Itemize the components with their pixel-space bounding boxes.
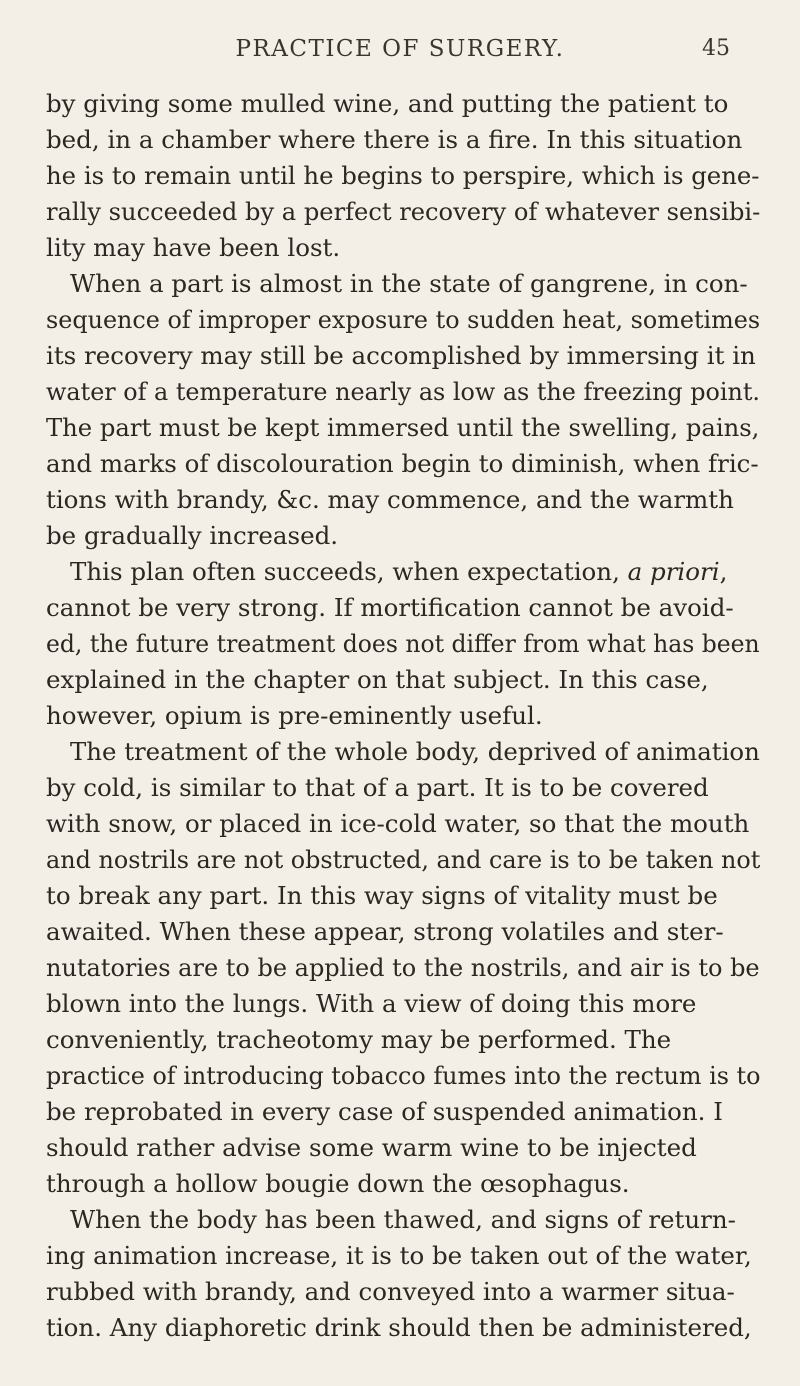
- text-span: This plan often succeeds, when expectation,: [70, 557, 628, 586]
- text-line: The part must be kept immersed until the swelling, pains,: [46, 413, 760, 442]
- text-line: lity may have been lost.: [46, 233, 341, 262]
- paragraph-start-line: When the body has been thawed, and signs of return-: [70, 1205, 736, 1234]
- text-line: rally succeeded by a perfect recovery of whatever sensibi-: [46, 197, 761, 226]
- text-line: through a hollow bougie down the œsophagus.: [46, 1169, 630, 1198]
- text-line: blown into the lungs. With a view of doing this more: [46, 989, 697, 1018]
- text-line: conveniently, tracheotomy may be performed. The: [46, 1025, 672, 1054]
- text-line: rubbed with brandy, and conveyed into a warmer situa-: [46, 1277, 735, 1306]
- text-line: explained in the chapter on that subject. In this case,: [46, 665, 709, 694]
- text-span: ,: [719, 557, 728, 586]
- running-head: PRACTICE OF SURGERY.: [235, 36, 565, 62]
- text-line: ing animation increase, it is to be taken out of the water,: [46, 1241, 752, 1270]
- text-line: should rather advise some warm wine to be injected: [46, 1133, 697, 1162]
- text-line: water of a temperature nearly as low as the freezing point.: [46, 377, 761, 406]
- text-line: nutatories are to be applied to the nostrils, and air is to be: [46, 953, 760, 982]
- text-line: and nostrils are not obstructed, and care is to be taken not: [46, 845, 761, 874]
- text-line: and marks of discolouration begin to diminish, when fric-: [46, 449, 759, 478]
- text-line: to break any part. In this way signs of vitality must be: [46, 881, 718, 910]
- text-line: sequence of improper exposure to sudden heat, sometimes: [46, 305, 761, 334]
- text-line: be gradually increased.: [46, 521, 339, 550]
- text-line: tion. Any diaphoretic drink should then be administered,: [46, 1313, 752, 1342]
- paragraph-start-line: When a part is almost in the state of gangrene, in con-: [70, 269, 748, 298]
- text-line: with snow, or placed in ice-cold water, so that the mouth: [46, 809, 750, 838]
- page-number: 45: [702, 36, 730, 61]
- text-line: however, opium is pre-eminently useful.: [46, 701, 543, 730]
- paragraph-start-line: The treatment of the whole body, deprived of animation: [70, 737, 760, 766]
- text-line: bed, in a chamber where there is a fire. In this situation: [46, 125, 743, 154]
- text-line: tions with brandy, &c. may commence, and the warmth: [46, 485, 734, 514]
- text-line: its recovery may still be accomplished by immersing it in: [46, 341, 756, 370]
- text-line: awaited. When these appear, strong volatiles and ster-: [46, 917, 724, 946]
- page-header: [0, 36, 800, 66]
- text-line: practice of introducing tobacco fumes into the rectum is to: [46, 1061, 761, 1090]
- text-line: ed, the future treatment does not differ from what has been: [46, 629, 760, 658]
- text-line: cannot be very strong. If mortification cannot be avoid-: [46, 593, 734, 622]
- text-line: by cold, is similar to that of a part. It is to be covered: [46, 773, 709, 802]
- paragraph-start-line: [70, 552, 727, 592]
- text-line: be reprobated in every case of suspended animation. I: [46, 1097, 723, 1126]
- text-line: by giving some mulled wine, and putting the patient to: [46, 89, 729, 118]
- italic-phrase: a priori: [627, 557, 720, 586]
- text-line: he is to remain until he begins to perspire, which is gene-: [46, 161, 760, 190]
